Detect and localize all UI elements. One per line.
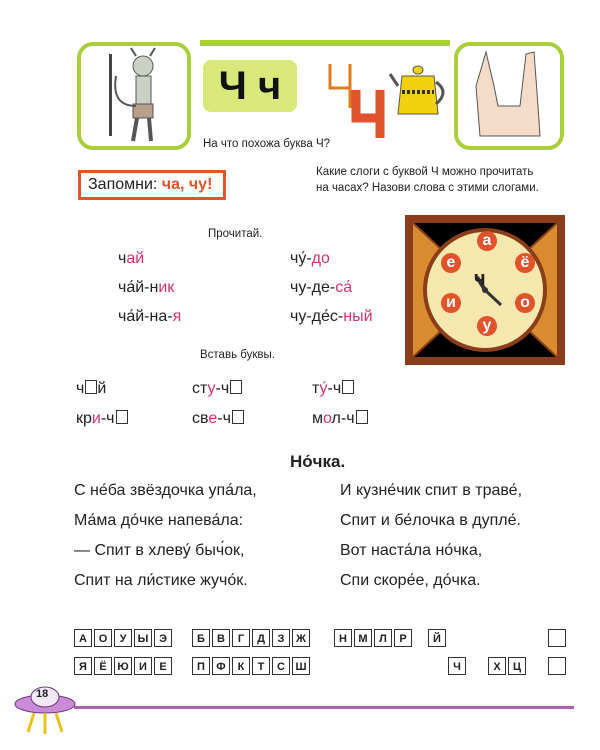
insert-word[interactable]: ту́-ч [312,380,354,398]
letter-ch-shapes [326,60,388,140]
hand-picture-card [454,42,564,150]
house-cell: С [272,657,290,675]
poem-right-column [340,476,522,596]
empty-house [546,615,568,685]
house-cell: И [134,657,152,675]
read-word: ча́й-ник [118,279,175,296]
house-cell: Я [74,657,92,675]
teapot-icon [388,62,450,120]
house-cell: Д [252,629,270,647]
poem-line: И кузне́чик спит в траве́, [340,482,523,499]
poem-line: Спи скоре́е, до́чка. [340,572,481,589]
clock-question-line-2: на часах? Назови слова с этими слогами. [316,182,539,194]
house-cell: З [272,629,290,647]
other-consonant-house [426,615,528,685]
clock-letter-e: е [441,253,461,273]
clock-letter-yo: ё [515,253,535,273]
house-cell [548,629,566,647]
house-cell: Р [394,629,412,647]
house-cell: Ё [94,657,112,675]
house-cell: Ш [292,657,310,675]
house-cell [548,657,566,675]
poem-line: С не́ба звёздочка упа́ла, [74,482,257,499]
poem-line: Спит и бе́лочка в дупле́. [340,512,521,529]
clock-letter-u: у [477,316,497,336]
poem-line: Вот наста́ла но́чка, [340,542,483,559]
letter-tile: Ч ч [203,60,297,112]
house-cell: В [212,629,230,647]
devil-picture-card [77,42,191,150]
read-word: ча́й-на-я [118,308,182,325]
house-cell: Ы [134,629,152,647]
house-cell: О [94,629,112,647]
clock-letter-o: о [515,293,535,313]
house-cell: Б [192,629,210,647]
house-cell: Х [488,657,506,675]
clock-letter-i: и [441,293,461,313]
header-bar [200,40,450,46]
house-cell: Т [252,657,270,675]
read-word: чу́-до [290,250,330,267]
poem-line: Ма́ма до́чке напева́ла: [74,512,244,529]
house-cell: Ч [448,657,466,675]
house-cell: Г [232,629,250,647]
house-cell: У [114,629,132,647]
house-cell: К [232,657,250,675]
house-cell: Ц [508,657,526,675]
insert-instruction: Вставь буквы. [200,349,275,361]
insert-word[interactable]: сту-ч [192,380,242,398]
insert-word[interactable]: кри-ч [76,410,128,428]
read-word: чай [118,250,145,267]
house-cell: Ф [212,657,230,675]
clock-letter-a: а [477,231,497,251]
clock-center-letter: ч [474,268,486,290]
insert-word[interactable]: мол-ч [312,410,368,428]
remember-box [78,170,226,200]
poem-line: — Спит в хлеву́ быч́ок, [74,542,245,559]
page-number: 18 [36,688,49,700]
poem-left-column [74,476,257,596]
devil-illustration [81,46,187,146]
picture-question: На что похожа буква Ч? [203,138,331,150]
house-cell: Ж [292,629,310,647]
read-instruction: Прочитай. [208,228,263,240]
insert-word[interactable]: све-ч [192,410,244,428]
house-cell: Ю [114,657,132,675]
read-word: чу-де́с-ный [290,308,373,325]
house-cell: П [192,657,210,675]
house-cell: Е [154,657,172,675]
house-cell: А [74,629,92,647]
sonorant-house [332,615,414,685]
hand-gesture-illustration [458,46,560,146]
poem-title: Но́чка. [290,452,346,471]
insert-word[interactable]: ч й [76,380,107,397]
read-word: чу-де-са́ [290,279,353,296]
poem-line: Спит на ли́стике жучо́к. [74,572,248,589]
paired-consonant-house [190,615,312,685]
house-cell: Й [428,629,446,647]
remember-syllables: ча, чу! [161,176,213,193]
house-cell: Н [334,629,352,647]
page-footer-line [74,706,574,709]
vowel-house [72,615,174,685]
house-cell: Л [374,629,392,647]
clock-question-line-1: Какие слоги с буквой Ч можно прочитать [316,166,534,178]
remember-label: Запомни: [88,176,158,193]
house-cell: М [354,629,372,647]
house-cell: Э [154,629,172,647]
